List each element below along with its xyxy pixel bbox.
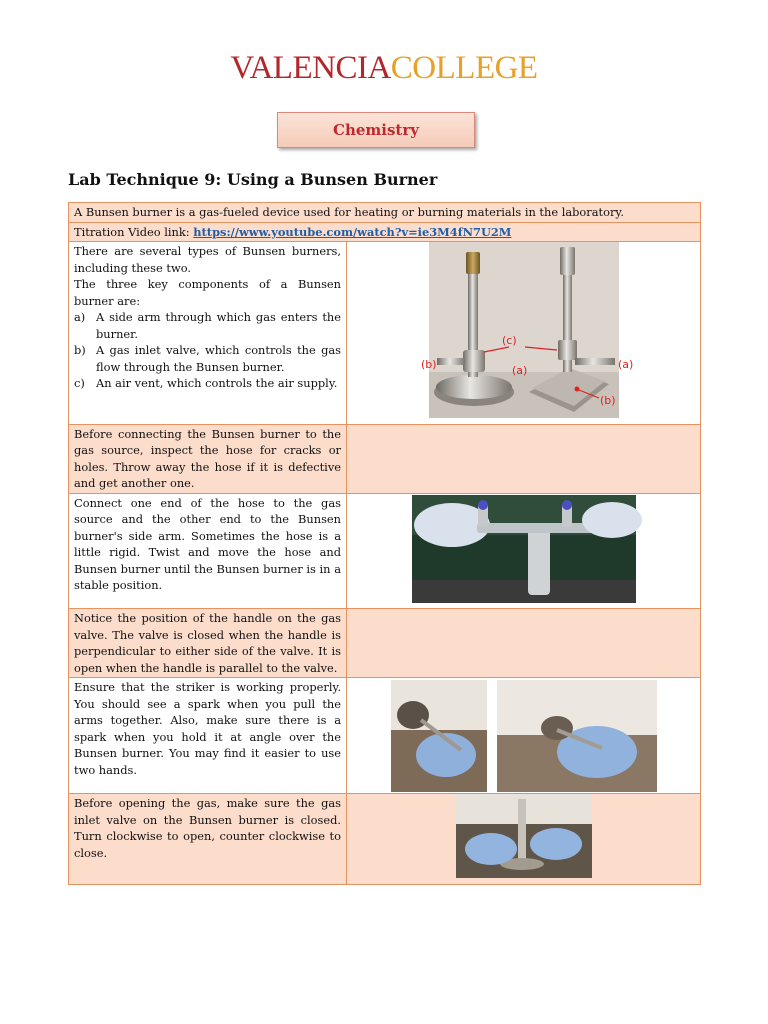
list-item-text: A side arm through which gas enters the burner. (96, 310, 341, 341)
list-item-text: An air vent, which controls the air supply. (96, 376, 338, 390)
gas-inlet-photo (456, 794, 592, 883)
gas-valve-illustration (412, 495, 636, 603)
table-row-step1 (69, 242, 701, 425)
table-row-step4 (69, 609, 701, 678)
label-b-left: (b) (420, 358, 437, 371)
table-row-step3 (69, 493, 701, 609)
logo-college: COLLEGE (390, 50, 538, 86)
striker-photo-right (497, 680, 657, 792)
striker-photos (352, 679, 695, 792)
list-item-label: b) (74, 343, 86, 357)
list-item-text: A gas inlet valve, which controls the gas flow through the Bunsen burner. (96, 343, 341, 374)
table-row-intro (69, 203, 701, 223)
components-list (74, 309, 341, 392)
step2-text: Before connecting the Bunsen burner to the gas source, inspect the hose for cracks or holes. Throw away the hose if it is defective and get another one. (69, 424, 347, 493)
list-item-label: a) (74, 310, 86, 324)
video-link[interactable]: https://www.youtube.com/watch?v=ie3M4fN7U2M (193, 224, 512, 239)
table-row-step5 (69, 678, 701, 794)
bunsen-burners-illustration (420, 242, 633, 418)
video-label: Titration Video link: (74, 224, 194, 239)
table-row-step6 (69, 794, 701, 885)
label-b-right: (b) (599, 394, 616, 407)
list-item (74, 375, 341, 392)
step6-image-cell (347, 794, 701, 885)
steps-table (68, 202, 701, 885)
label-a-left: (a) (511, 364, 527, 377)
college-logo (0, 50, 768, 86)
list-item (74, 309, 341, 342)
step3-image-cell (347, 493, 701, 609)
table-row-step2 (69, 424, 701, 493)
page-title: Lab Technique 9: Using a Bunsen Burner (68, 170, 438, 189)
list-item (74, 342, 341, 375)
step2-empty-cell (347, 424, 701, 493)
table-row-video (69, 222, 701, 242)
step1-lead: The three key components of a Bunsen burner are: (74, 277, 341, 308)
step1-image-cell (347, 242, 701, 425)
step1-intro: There are several types of Bunsen burners, including these two. (74, 244, 341, 275)
step4-text: Notice the position of the handle on the gas valve. The valve is closed when the handle is perpendicular to either side of the valve. It is open when the handle is parallel to the valve. (69, 609, 347, 678)
step1-text (69, 242, 347, 425)
step3-text: Connect one end of the hose to the gas source and the other end to the Bunsen burner's side arm. Sometimes the hose is a little rigid. Twist and move the hose and Bunsen burner until the Bunsen burner is in a stable position. (69, 493, 347, 609)
list-item-label: c) (74, 376, 85, 390)
subject-banner (277, 112, 475, 148)
logo-valencia: VALENCIA (230, 50, 391, 86)
label-a-right: (a) (617, 358, 633, 371)
step6-text: Before opening the gas, make sure the gas inlet valve on the Bunsen burner is closed. Turn clockwise to open, counter clockwise to close. (69, 794, 347, 885)
gas-inlet-illustration (456, 794, 592, 878)
striker-photo-left (391, 680, 487, 792)
intro-cell: A Bunsen burner is a gas-fueled device used for heating or burning materials in the laboratory. (69, 203, 701, 223)
subject-label: Chemistry (333, 121, 419, 139)
step5-text: Ensure that the striker is working properly. You should see a spark when you pull the arms together. Also, make sure there is a spark when you hold it at angle over the Bunsen burner. You may find it easier to use two hands. (69, 678, 347, 794)
gas-valve-photo (412, 495, 636, 608)
step4-empty-cell (347, 609, 701, 678)
label-c: (c) (501, 334, 517, 347)
step5-image-cell (347, 678, 701, 794)
video-cell (69, 222, 701, 242)
bunsen-burners-photo (420, 242, 633, 423)
